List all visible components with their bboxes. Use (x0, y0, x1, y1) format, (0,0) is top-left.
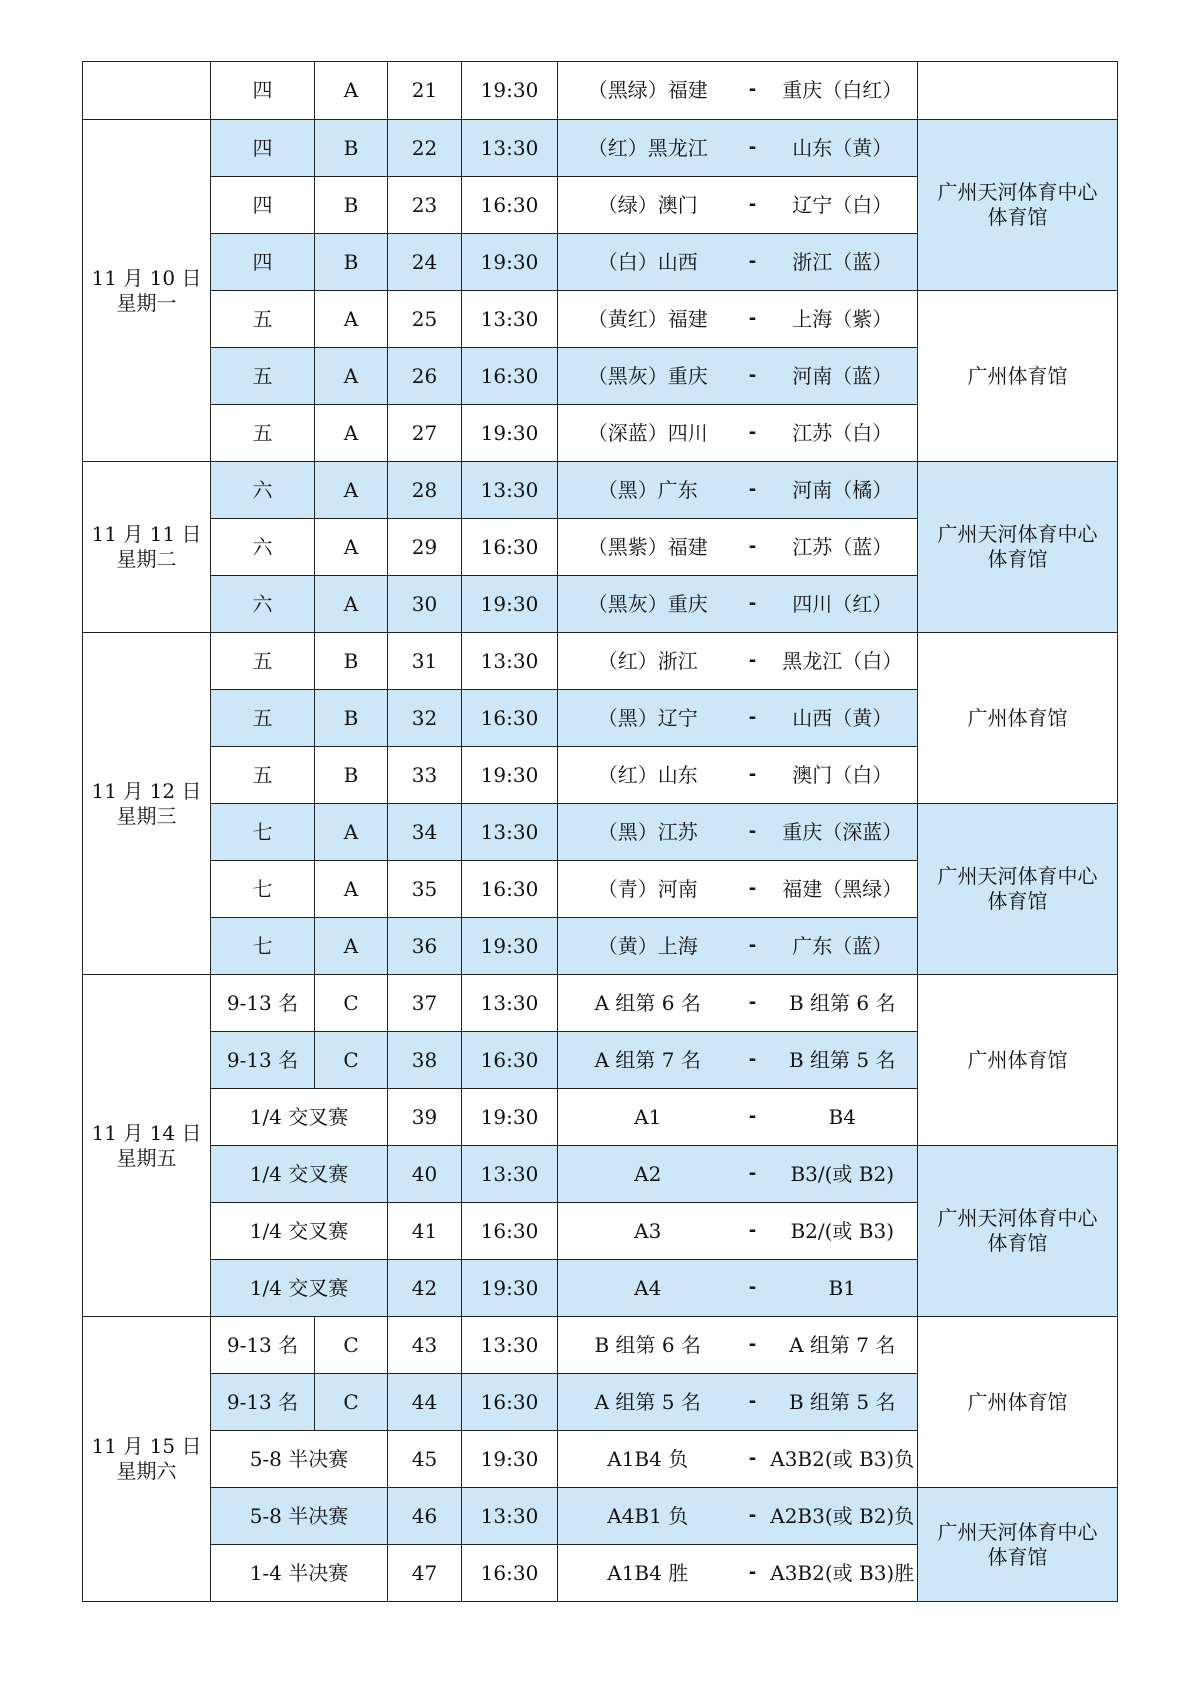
away-team: 河南（橘） (768, 462, 918, 519)
home-team: A 组第 5 名 (558, 1374, 738, 1431)
versus-dash: - (738, 1374, 768, 1431)
match-time: 16:30 (462, 177, 558, 234)
round-cell: 四 (211, 62, 315, 120)
away-team: 浙江（蓝） (768, 234, 918, 291)
match-number: 24 (388, 234, 462, 291)
match-time: 13:30 (462, 1146, 558, 1203)
away-team: 四川（红） (768, 576, 918, 633)
schedule-table (82, 61, 1118, 1602)
round-cell: 七 (211, 804, 315, 861)
home-team: A4 (558, 1260, 738, 1317)
weekday-label: 星期二 (116, 547, 177, 571)
versus-dash: - (738, 1146, 768, 1203)
venue-cell (918, 120, 1118, 291)
away-team: 山西（黄） (768, 690, 918, 747)
match-time: 13:30 (462, 120, 558, 177)
versus-dash: - (738, 576, 768, 633)
match-row (83, 633, 1118, 690)
away-team: B4 (768, 1089, 918, 1146)
match-number: 21 (388, 62, 462, 120)
group-cell: B (315, 747, 388, 804)
round-cell: 1-4 半决赛 (211, 1545, 388, 1602)
round-cell: 六 (211, 462, 315, 519)
round-cell: 9-13 名 (211, 1317, 315, 1374)
away-team: 福建（黑绿） (768, 861, 918, 918)
home-team: （黄）上海 (558, 918, 738, 975)
venue-name-line: 广州天河体育中心 (937, 522, 1098, 546)
venue-cell (918, 1146, 1118, 1317)
home-team: （深蓝）四川 (558, 405, 738, 462)
venue-name-line: 广州天河体育中心 (937, 1206, 1098, 1230)
match-row (83, 975, 1118, 1032)
versus-dash: - (738, 747, 768, 804)
group-cell: A (315, 348, 388, 405)
match-number: 36 (388, 918, 462, 975)
round-cell: 五 (211, 291, 315, 348)
match-number: 25 (388, 291, 462, 348)
venue-cell (918, 1317, 1118, 1488)
away-team: B1 (768, 1260, 918, 1317)
away-team: 重庆（深蓝） (768, 804, 918, 861)
match-date (83, 462, 211, 633)
away-team: 澳门（白） (768, 747, 918, 804)
group-cell: A (315, 861, 388, 918)
match-row (83, 1488, 1118, 1545)
versus-dash: - (738, 62, 768, 120)
match-number: 41 (388, 1203, 462, 1260)
group-cell: B (315, 234, 388, 291)
home-team: （白）山西 (558, 234, 738, 291)
match-time: 19:30 (462, 918, 558, 975)
away-team: 广东（蓝） (768, 918, 918, 975)
group-cell: A (315, 519, 388, 576)
venue-name-line: 广州体育馆 (967, 1047, 1068, 1072)
group-cell: B (315, 120, 388, 177)
group-cell: C (315, 1317, 388, 1374)
venue-name-line: 体育馆 (987, 1544, 1048, 1569)
match-number: 29 (388, 519, 462, 576)
versus-dash: - (738, 918, 768, 975)
match-time: 19:30 (462, 234, 558, 291)
match-number: 40 (388, 1146, 462, 1203)
match-time: 19:30 (462, 747, 558, 804)
round-cell: 五 (211, 348, 315, 405)
match-row (83, 1317, 1118, 1374)
match-time: 13:30 (462, 633, 558, 690)
match-time: 19:30 (462, 1089, 558, 1146)
match-number: 43 (388, 1317, 462, 1374)
versus-dash: - (738, 1545, 768, 1602)
match-time: 16:30 (462, 348, 558, 405)
home-team: A3 (558, 1203, 738, 1260)
versus-dash: - (738, 1317, 768, 1374)
home-team: （黑）江苏 (558, 804, 738, 861)
match-number: 33 (388, 747, 462, 804)
group-cell: C (315, 1374, 388, 1431)
home-team: （黑绿）福建 (558, 62, 738, 120)
away-team: B 组第 5 名 (768, 1032, 918, 1089)
away-team: B 组第 6 名 (768, 975, 918, 1032)
weekday-label: 星期一 (116, 290, 177, 315)
away-team: 江苏（白） (768, 405, 918, 462)
home-team: A4B1 负 (558, 1488, 738, 1545)
round-cell: 四 (211, 177, 315, 234)
match-time: 16:30 (462, 1545, 558, 1602)
round-cell: 五 (211, 405, 315, 462)
away-team: A3B2(或 B3)负 (768, 1431, 918, 1488)
venue-cell (918, 462, 1118, 633)
match-row (83, 291, 1118, 348)
versus-dash: - (738, 177, 768, 234)
venue-name-line: 广州体育馆 (967, 363, 1068, 388)
match-date (83, 975, 211, 1317)
match-time: 19:30 (462, 1431, 558, 1488)
venue-name-line: 广州体育馆 (967, 1389, 1068, 1414)
home-team: （红）山东 (558, 747, 738, 804)
match-time: 16:30 (462, 690, 558, 747)
match-date (83, 633, 211, 975)
match-number: 32 (388, 690, 462, 747)
match-row (83, 120, 1118, 177)
match-number: 44 (388, 1374, 462, 1431)
match-time: 19:30 (462, 62, 558, 120)
away-team: 辽宁（白） (768, 177, 918, 234)
home-team: （黑紫）福建 (558, 519, 738, 576)
home-team: （红）黑龙江 (558, 120, 738, 177)
away-team: A2B3(或 B2)负 (768, 1488, 918, 1545)
match-number: 46 (388, 1488, 462, 1545)
versus-dash: - (738, 234, 768, 291)
match-time: 16:30 (462, 1032, 558, 1089)
match-time: 16:30 (462, 861, 558, 918)
match-time: 16:30 (462, 1374, 558, 1431)
venue-cell (918, 291, 1118, 462)
versus-dash: - (738, 861, 768, 918)
home-team: （黑）广东 (558, 462, 738, 519)
versus-dash: - (738, 462, 768, 519)
match-time: 13:30 (462, 1488, 558, 1545)
venue-name-line: 广州体育馆 (967, 705, 1068, 730)
match-number: 45 (388, 1431, 462, 1488)
venue-cell (918, 975, 1118, 1146)
match-date (83, 62, 211, 120)
group-cell: B (315, 633, 388, 690)
match-time: 13:30 (462, 291, 558, 348)
round-cell: 五 (211, 747, 315, 804)
versus-dash: - (738, 1431, 768, 1488)
venue-name-line: 体育馆 (987, 547, 1048, 571)
round-cell: 六 (211, 519, 315, 576)
match-number: 42 (388, 1260, 462, 1317)
round-cell: 四 (211, 234, 315, 291)
versus-dash: - (738, 348, 768, 405)
match-number: 34 (388, 804, 462, 861)
match-row (83, 62, 1118, 120)
home-team: A2 (558, 1146, 738, 1203)
match-number: 47 (388, 1545, 462, 1602)
round-cell: 七 (211, 861, 315, 918)
venue-name-line: 体育馆 (987, 1231, 1048, 1255)
away-team: 黑龙江（白） (768, 633, 918, 690)
away-team: B 组第 5 名 (768, 1374, 918, 1431)
home-team: A 组第 7 名 (558, 1032, 738, 1089)
away-team: 河南（蓝） (768, 348, 918, 405)
away-team: 江苏（蓝） (768, 519, 918, 576)
weekday-label: 星期五 (116, 1145, 177, 1170)
venue-name-line: 广州天河体育中心 (937, 180, 1098, 204)
match-time: 13:30 (462, 1317, 558, 1374)
venue-name-line: 广州天河体育中心 (937, 864, 1098, 888)
versus-dash: - (738, 519, 768, 576)
venue-name-line: 体育馆 (987, 889, 1048, 913)
match-date (83, 1317, 211, 1602)
home-team: （绿）澳门 (558, 177, 738, 234)
match-row (83, 1146, 1118, 1203)
match-number: 35 (388, 861, 462, 918)
match-number: 22 (388, 120, 462, 177)
venue-cell (918, 804, 1118, 975)
schedule-body (83, 62, 1118, 1602)
date-label: 11 月 12 日 (91, 778, 202, 803)
round-cell: 五 (211, 690, 315, 747)
round-cell: 5-8 半决赛 (211, 1431, 388, 1488)
weekday-label: 星期三 (116, 803, 177, 828)
match-time: 13:30 (462, 462, 558, 519)
versus-dash: - (738, 804, 768, 861)
away-team: 山东（黄） (768, 120, 918, 177)
match-number: 26 (388, 348, 462, 405)
home-team: A 组第 6 名 (558, 975, 738, 1032)
away-team: A3B2(或 B3)胜 (768, 1545, 918, 1602)
away-team: B2/(或 B3) (768, 1203, 918, 1260)
group-cell: A (315, 918, 388, 975)
group-cell: C (315, 1032, 388, 1089)
match-time: 19:30 (462, 1260, 558, 1317)
round-cell: 五 (211, 633, 315, 690)
versus-dash: - (738, 120, 768, 177)
venue-name-line: 体育馆 (987, 205, 1048, 229)
home-team: A1B4 负 (558, 1431, 738, 1488)
group-cell: B (315, 690, 388, 747)
date-label: 11 月 10 日 (91, 265, 202, 290)
round-cell: 六 (211, 576, 315, 633)
away-team: A 组第 7 名 (768, 1317, 918, 1374)
versus-dash: - (738, 1260, 768, 1317)
match-number: 38 (388, 1032, 462, 1089)
match-time: 13:30 (462, 804, 558, 861)
versus-dash: - (738, 1032, 768, 1089)
match-number: 39 (388, 1089, 462, 1146)
group-cell: A (315, 576, 388, 633)
versus-dash: - (738, 633, 768, 690)
weekday-label: 星期六 (116, 1459, 177, 1483)
match-time: 13:30 (462, 975, 558, 1032)
round-cell: 1/4 交叉赛 (211, 1089, 388, 1146)
venue-name-line: 广州天河体育中心 (937, 1519, 1098, 1544)
match-number: 28 (388, 462, 462, 519)
group-cell: B (315, 177, 388, 234)
away-team: 上海（紫） (768, 291, 918, 348)
round-cell: 5-8 半决赛 (211, 1488, 388, 1545)
round-cell: 七 (211, 918, 315, 975)
versus-dash: - (738, 1488, 768, 1545)
match-time: 16:30 (462, 519, 558, 576)
round-cell: 1/4 交叉赛 (211, 1260, 388, 1317)
date-label: 11 月 11 日 (91, 522, 202, 546)
match-row (83, 804, 1118, 861)
match-time: 19:30 (462, 576, 558, 633)
group-cell: A (315, 62, 388, 120)
match-number: 27 (388, 405, 462, 462)
date-label: 11 月 15 日 (91, 1434, 202, 1458)
home-team: （黑灰）重庆 (558, 576, 738, 633)
match-row (83, 462, 1118, 519)
round-cell: 9-13 名 (211, 975, 315, 1032)
home-team: （黑）辽宁 (558, 690, 738, 747)
home-team: （红）浙江 (558, 633, 738, 690)
venue-cell (918, 62, 1118, 120)
round-cell: 9-13 名 (211, 1032, 315, 1089)
home-team: （黄红）福建 (558, 291, 738, 348)
versus-dash: - (738, 291, 768, 348)
match-number: 37 (388, 975, 462, 1032)
round-cell: 四 (211, 120, 315, 177)
away-team: B3/(或 B2) (768, 1146, 918, 1203)
venue-cell (918, 633, 1118, 804)
home-team: A1 (558, 1089, 738, 1146)
round-cell: 9-13 名 (211, 1374, 315, 1431)
away-team: 重庆（白红） (768, 62, 918, 120)
round-cell: 1/4 交叉赛 (211, 1203, 388, 1260)
match-number: 23 (388, 177, 462, 234)
home-team: A1B4 胜 (558, 1545, 738, 1602)
home-team: （青）河南 (558, 861, 738, 918)
group-cell: C (315, 975, 388, 1032)
group-cell: A (315, 462, 388, 519)
match-time: 16:30 (462, 1203, 558, 1260)
match-date (83, 120, 211, 462)
versus-dash: - (738, 690, 768, 747)
versus-dash: - (738, 1203, 768, 1260)
versus-dash: - (738, 405, 768, 462)
versus-dash: - (738, 975, 768, 1032)
group-cell: A (315, 291, 388, 348)
group-cell: A (315, 804, 388, 861)
group-cell: A (315, 405, 388, 462)
match-time: 19:30 (462, 405, 558, 462)
date-label: 11 月 14 日 (91, 1120, 202, 1145)
match-number: 31 (388, 633, 462, 690)
home-team: （黑灰）重庆 (558, 348, 738, 405)
round-cell: 1/4 交叉赛 (211, 1146, 388, 1203)
versus-dash: - (738, 1089, 768, 1146)
venue-cell (918, 1488, 1118, 1602)
home-team: B 组第 6 名 (558, 1317, 738, 1374)
match-number: 30 (388, 576, 462, 633)
